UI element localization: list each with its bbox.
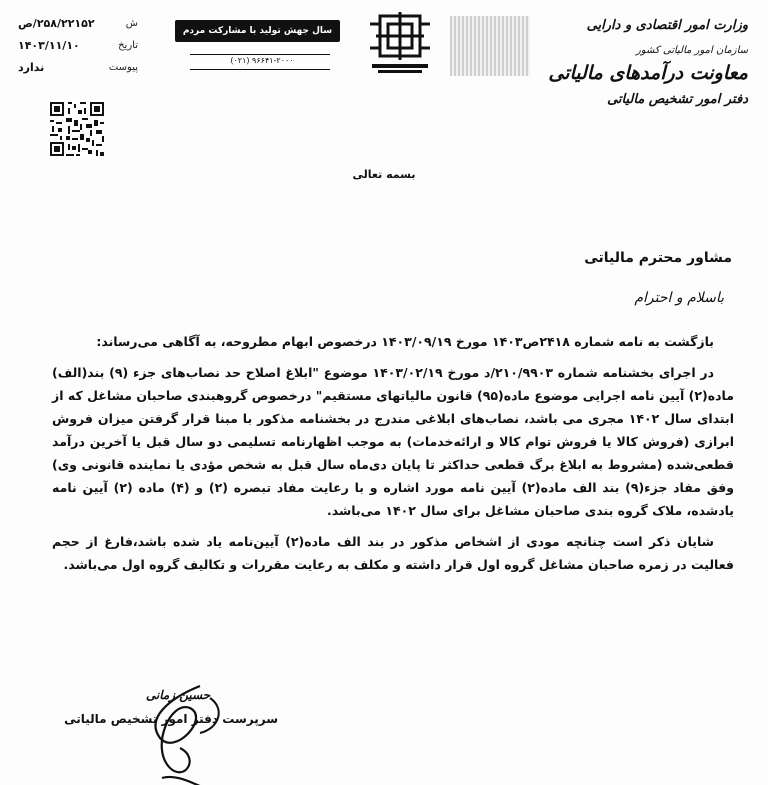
date-row bbox=[18, 34, 138, 56]
date-label: تاریخ bbox=[118, 39, 138, 51]
attachment-label: پیوست bbox=[108, 61, 138, 73]
ministry-name: وزارت امور اقتصادی و دارایی bbox=[586, 18, 748, 33]
salutation: مشاور محترم مالیاتی bbox=[584, 250, 732, 266]
slogan-banner: سال جهش تولید با مشارکت مردم bbox=[175, 20, 340, 42]
bismillah-heading: بسمه تعالی bbox=[352, 168, 416, 181]
attachment-value: ندارد bbox=[18, 60, 45, 74]
phone-number: (۰۲۱) ۹۶۶۴۱-۲۰۰۰ bbox=[222, 56, 302, 65]
body-paragraph-2: در اجرای بخشنامه شماره ۲۱۰/۹۹۰۳/د مورخ ۱۴۰۳/۰۲/۱۹ موضوع "ابلاغ اصلاح حد نصاب‌های جزء (۹) بند(الف) ماده(۲) آیین نامه اجرایی موضوع ماده(۹۵) قانون مالیاتهای مستقیم" درخصوص گروهبندی صاحبان مشاغل که از ابتدای سال ۱۴۰۲ مجری می باشد، نصاب‌های ابلاغی مندرج در بخشنامه مذکور با مبنا قرار گرفتن میزان فروش ابرازی (فروش کالا یا فروش توام کالا و ارائه‌خدمات) به موجب اظهارنامه تسلیمی دو سال قبل یا آخرین درآمد قطعی‌شده (مشروط به ابلاغ برگ قطعی حداکثر تا پایان دی‌ماه سال قبل به شخص مؤدی یا نماینده قانونی وی) وفق مفاد جزء(۹) بند الف ماده(۲) آیین نامه مورد اشاره و با رعایت مفاد تبصره (۲) و (۴) ماده (۲) آیین نامه یادشده، ملاک گروه بندی صاحبان مشاغل برای سال ۱۴۰۲ می‌باشد. bbox=[52, 365, 735, 518]
signatory-title: سرپرست دفتر امور تشخیص مالیاتی bbox=[64, 712, 278, 726]
office-name: دفتر امور تشخیص مالیاتی bbox=[607, 92, 748, 107]
emblem-icon bbox=[360, 10, 440, 78]
letter-number: ۲۵۸/۲۲۱۵۲/ص bbox=[18, 16, 95, 30]
number-label: ش bbox=[125, 17, 138, 29]
letter-body bbox=[52, 330, 734, 576]
number-row bbox=[18, 12, 138, 34]
signatory-name: حسین زمانی bbox=[145, 688, 211, 702]
greeting: باسلام و احترام bbox=[634, 290, 724, 306]
organization-header bbox=[508, 18, 748, 107]
deputy-name: معاونت درآمدهای مالیاتی bbox=[548, 62, 748, 84]
letter-meta bbox=[18, 12, 138, 78]
qr-code-icon bbox=[48, 100, 106, 158]
letter-date: ۱۴۰۳/۱۱/۱۰ bbox=[18, 38, 80, 52]
administration-name: سازمان امور مالیاتی کشور bbox=[636, 45, 748, 56]
body-paragraph-3: شایان ذکر است چنانچه مودی از اشخاص مذکور در بند الف ماده(۲) آیین‌نامه یاد شده باشد،فارغ از حجم فعالیت در زمره صاحبان مشاغل گروه اول قرار داشته و مکلف به رعایت مقررات و تکالیف گروه اول می‌باشد. bbox=[52, 534, 734, 572]
attachment-row bbox=[18, 56, 138, 78]
body-paragraph-1: بازگشت به نامه شماره ۲۴۱۸ص۱۴۰۳ مورخ ۱۴۰۳/۰۹/۱۹ درخصوص ابهام مطروحه، به آگاهی می‌رساند: bbox=[96, 334, 714, 349]
